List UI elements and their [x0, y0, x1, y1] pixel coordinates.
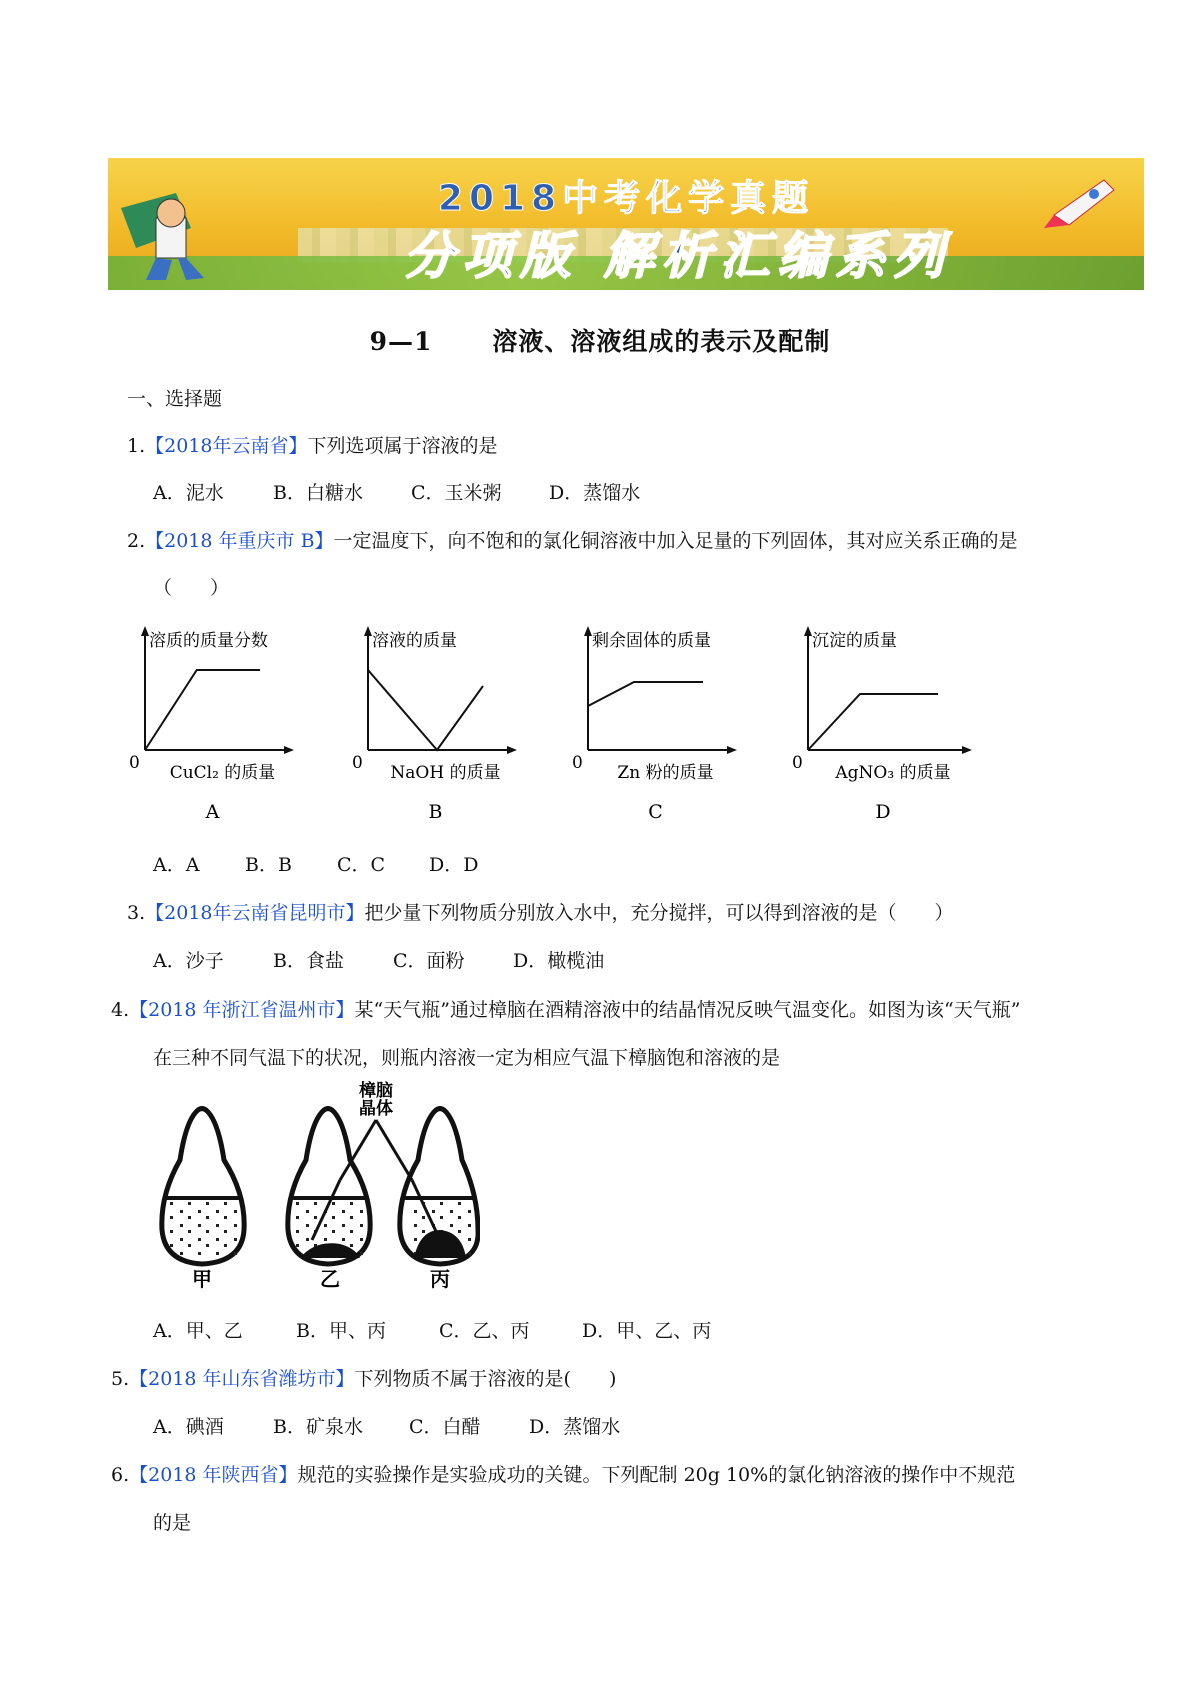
question-2-options: [153, 850, 478, 877]
chart-caption: A: [205, 801, 220, 823]
chart-c-svg: [568, 620, 758, 823]
label-jia: 甲: [192, 1267, 212, 1290]
y-axis-label: 溶质的质量分数: [149, 631, 268, 651]
option-d: D．蒸馏水: [549, 482, 641, 504]
question-1-options: [153, 478, 640, 505]
chart-b-svg: [348, 620, 538, 823]
y-axis-arrow: [364, 626, 372, 636]
label-yi: 乙: [320, 1267, 340, 1290]
series-line: [808, 694, 938, 750]
banner-line-1: 2018中考化学真题: [437, 178, 815, 219]
bottle-bing: [400, 1109, 478, 1265]
option-b: B．白糖水: [273, 482, 363, 504]
y-axis-label: 剩余固体的质量: [592, 631, 711, 651]
question-number: 5.: [111, 1368, 130, 1390]
option-c: C．面粉: [393, 950, 465, 972]
question-number: 6.: [111, 1464, 130, 1486]
y-axis-label: 溶液的质量: [372, 631, 457, 651]
question-number: 4.: [111, 999, 130, 1021]
option-d: D．D: [429, 854, 479, 876]
origin-label: 0: [572, 753, 583, 773]
question-text: 下列选项属于溶液的是: [307, 435, 498, 457]
y-axis-arrow: [584, 626, 592, 636]
x-axis-arrow: [284, 746, 294, 754]
label-bing: 丙: [430, 1267, 450, 1290]
section-title: 溶液、溶液组成的表示及配制: [492, 327, 831, 356]
option-d: D．蒸馏水: [529, 1416, 621, 1438]
x-axis-label: Zn 粉的质量: [617, 763, 714, 783]
series-line: [145, 670, 260, 750]
option-c: C．乙、丙: [439, 1320, 530, 1342]
banner-line-2: 分项版 解析汇编系列: [404, 227, 952, 285]
crystal-label: 樟脑晶体: [359, 1081, 393, 1119]
weather-bottle-figure: [140, 1080, 480, 1290]
option-c: C．白醋: [409, 1416, 481, 1438]
origin-label: 0: [129, 753, 140, 773]
question-source: 【2018年云南省】: [145, 435, 308, 457]
option-a: A．A: [153, 854, 200, 876]
question-4-options: [153, 1316, 711, 1343]
option-a: A．沙子: [153, 950, 224, 972]
y-axis-arrow: [141, 626, 149, 636]
question-6-continued: 的是: [153, 1512, 192, 1534]
x-axis-label: NaOH 的质量: [390, 763, 501, 783]
chart-caption: D: [875, 801, 891, 823]
question-number: 2.: [127, 530, 146, 552]
question-6: [111, 1460, 1015, 1487]
question-source: 【2018年云南省昆明市】: [145, 902, 365, 924]
option-b: B．食盐: [273, 950, 344, 972]
series-line: [588, 682, 703, 706]
question-source: 【2018 年山东省潍坊市】: [129, 1368, 355, 1390]
question-text: 一定温度下，向不饱和的氯化铜溶液中加入足量的下列固体，其对应关系正确的是: [333, 530, 1018, 552]
option-b: B．B: [245, 854, 292, 876]
option-d: D．橄榄油: [513, 950, 605, 972]
bottle-jia: [162, 1109, 244, 1265]
question-text: 规范的实验操作是实验成功的关键。下列配制 20g 10%的氯化钠溶液的操作中不规范: [297, 1464, 1016, 1486]
x-axis-arrow: [507, 746, 517, 754]
option-b: B．矿泉水: [273, 1416, 363, 1438]
option-c: C．玉米粥: [411, 482, 502, 504]
chart-a-svg: [125, 620, 315, 823]
section-heading: 一、选择题: [127, 388, 223, 410]
option-a: A．泥水: [153, 482, 224, 504]
chart-c: [568, 620, 758, 824]
question-4: [111, 995, 1020, 1022]
origin-label: 0: [352, 753, 363, 773]
question-1: [127, 431, 498, 458]
option-a: A．甲、乙: [153, 1320, 243, 1342]
question-text: 下列物质不属于溶液的是( ): [354, 1368, 617, 1390]
option-b: B．甲、丙: [296, 1320, 386, 1342]
chart-d: [788, 620, 988, 824]
header-banner: [108, 158, 1144, 290]
chart-caption: B: [428, 801, 443, 823]
question-source: 【2018 年浙江省温州市】: [129, 999, 355, 1021]
origin-label: 0: [792, 753, 803, 773]
question-5: [111, 1364, 616, 1391]
question-number: 3.: [127, 902, 146, 924]
section-number: 9—1: [369, 327, 433, 356]
y-axis-label: 沉淀的质量: [812, 631, 897, 651]
question-2-blank: （ ）: [153, 577, 230, 599]
chart-caption: C: [648, 801, 663, 823]
question-text: 某“天气瓶”通过樟脑在酒精溶液中的结晶情况反映气温变化。如图为该“天气瓶”: [354, 999, 1021, 1021]
question-source: 【2018 年陕西省】: [129, 1464, 298, 1486]
question-3: [127, 898, 954, 925]
chart-d-svg: [788, 620, 988, 823]
option-a: A．碘酒: [153, 1416, 224, 1438]
y-axis-arrow: [804, 626, 812, 636]
option-c: C．C: [337, 854, 386, 876]
series-line: [368, 670, 483, 750]
bottle-yi: [288, 1109, 370, 1265]
x-axis-label: AgNO₃ 的质量: [835, 763, 951, 783]
x-axis-arrow: [727, 746, 737, 754]
x-axis-arrow: [962, 746, 972, 754]
question-2: [127, 526, 1018, 553]
page-title: [0, 322, 1200, 358]
question-3-options: [153, 946, 604, 973]
question-5-options: [153, 1412, 620, 1439]
chart-a: [125, 620, 315, 824]
question-text: 把少量下列物质分别放入水中，充分搅拌，可以得到溶液的是（ ）: [364, 902, 954, 924]
option-d: D．甲、乙、丙: [582, 1320, 712, 1342]
chart-b: [348, 620, 538, 824]
question-source: 【2018 年重庆市 B】: [145, 530, 334, 552]
x-axis-label: CuCl₂ 的质量: [169, 763, 276, 783]
question-4-continued: 在三种不同气温下的状况，则瓶内溶液一定为相应气温下樟脑饱和溶液的是: [153, 1047, 781, 1069]
question-number: 1.: [127, 435, 146, 457]
